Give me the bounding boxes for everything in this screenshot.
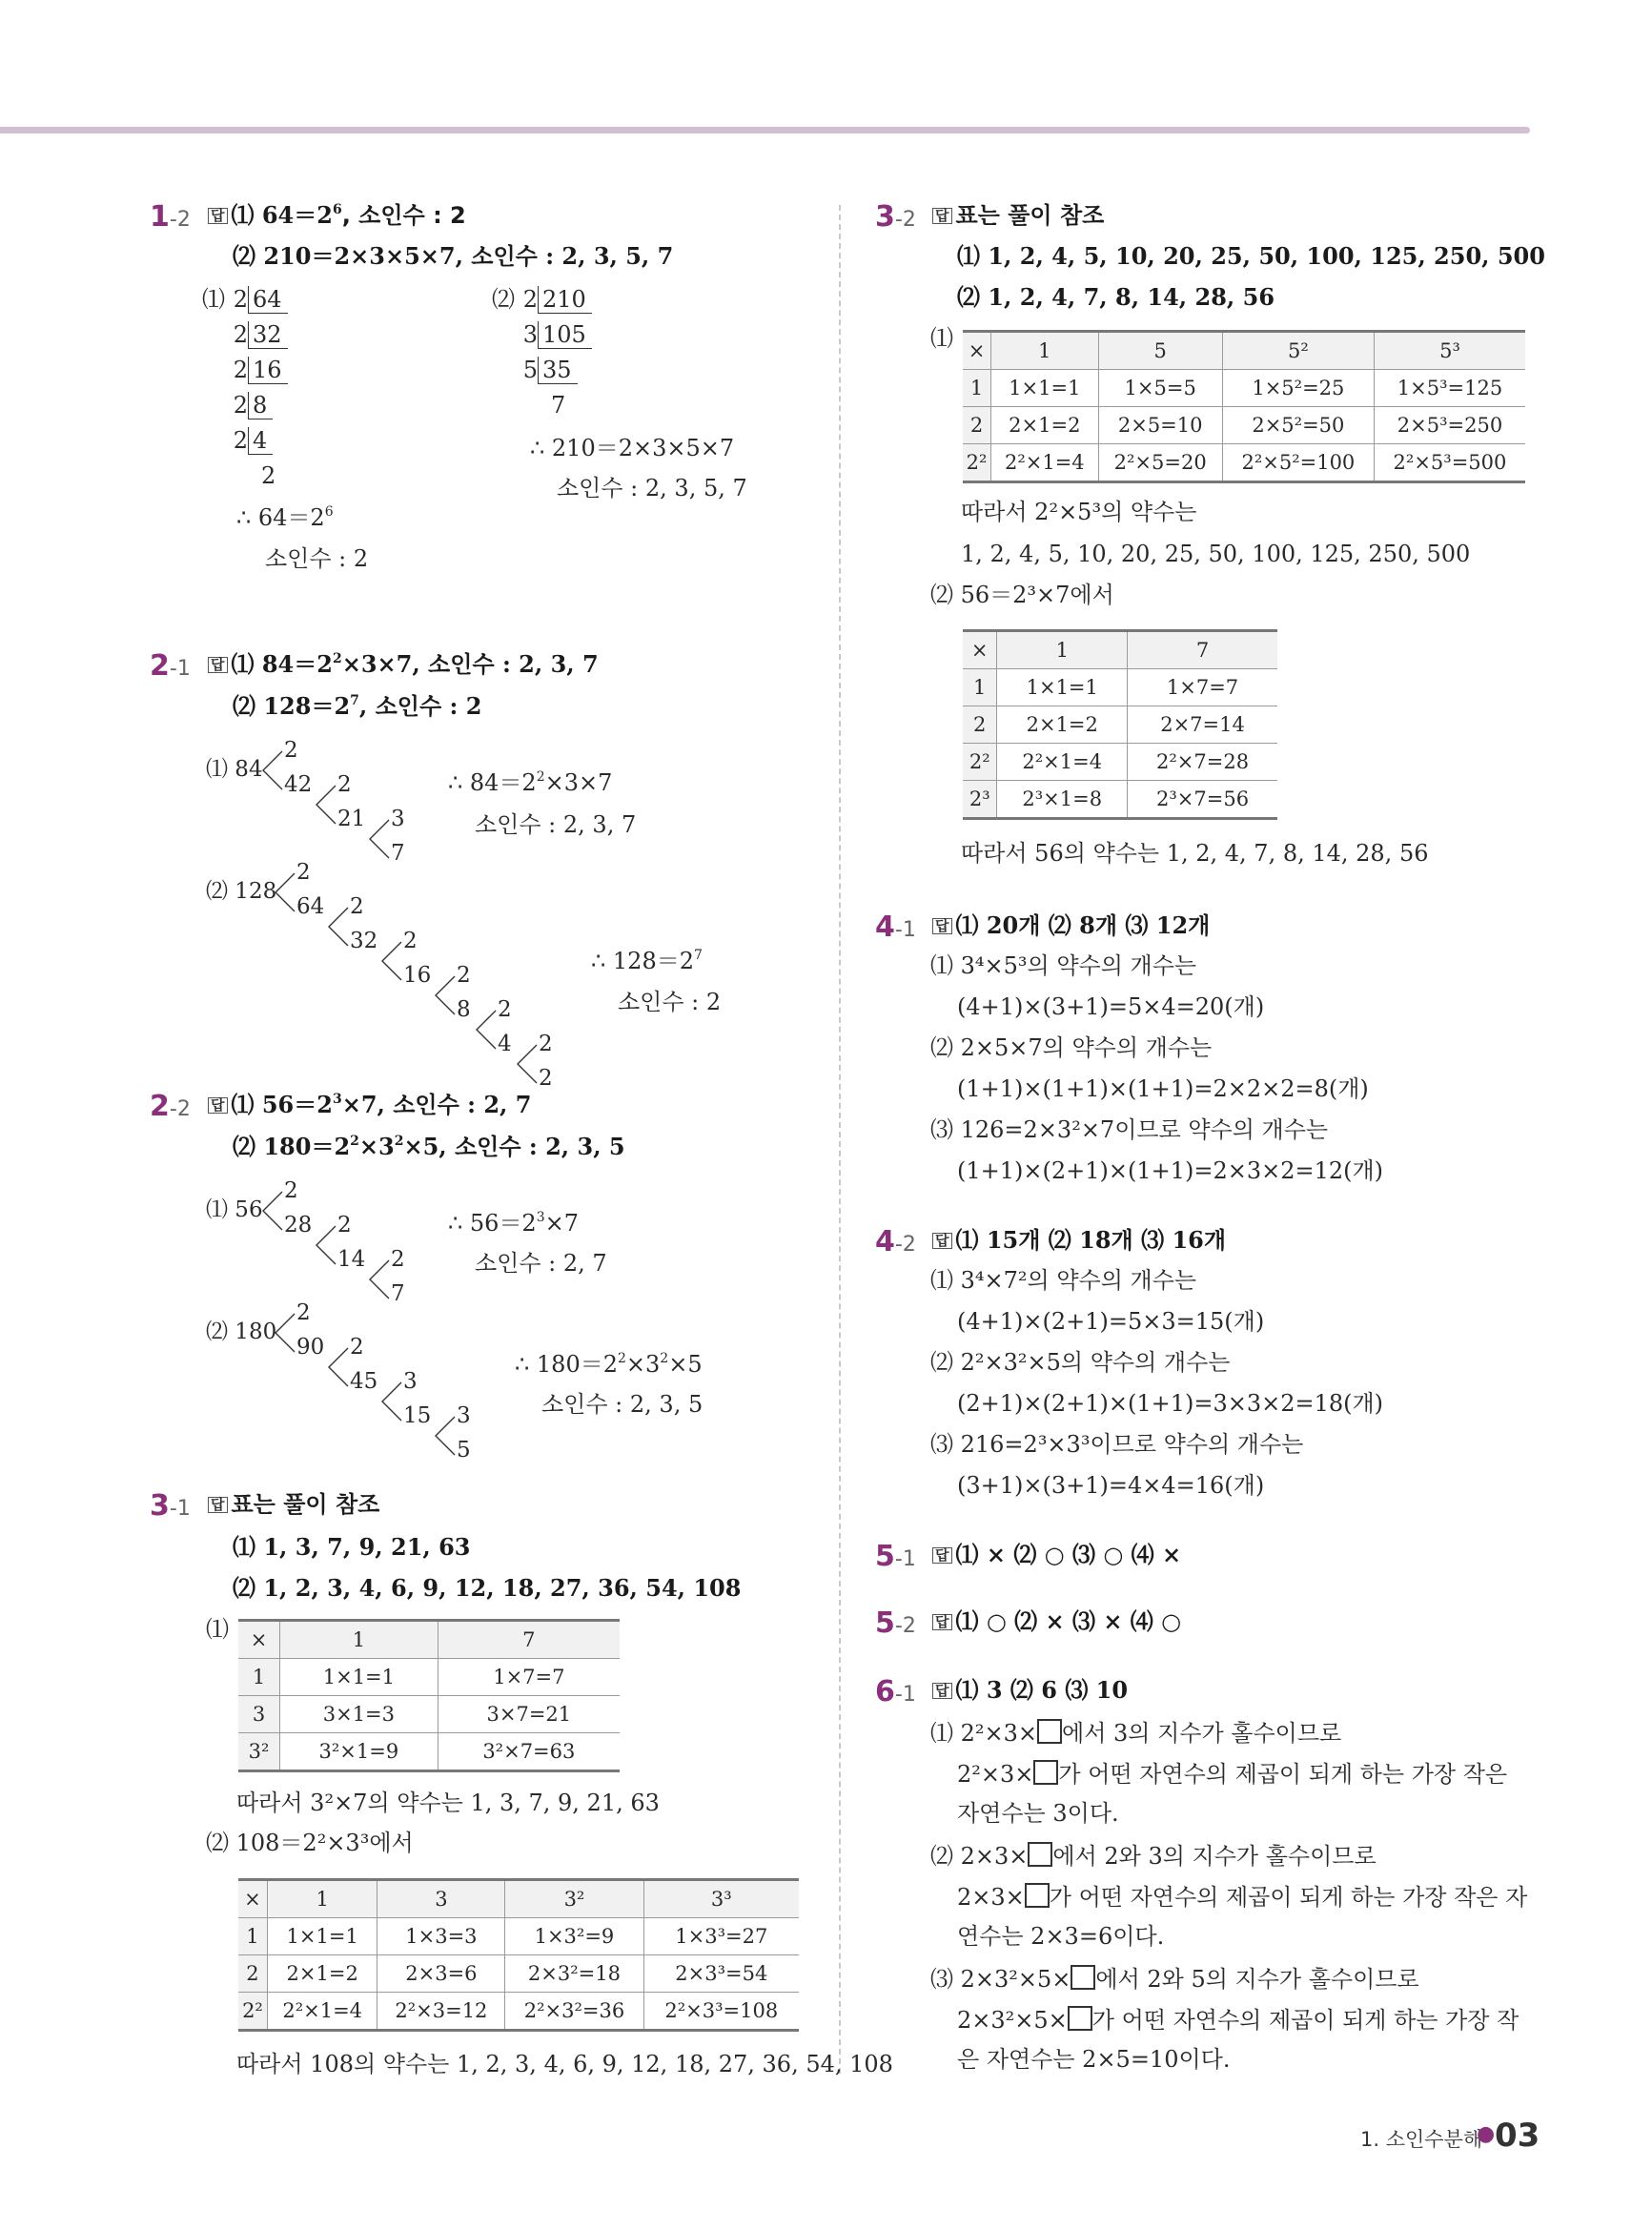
work-4-2-2: (4+1)×(2+1)=5×3=15(개) [957,1308,1265,1335]
blank-box [1025,1883,1050,1908]
problem-number-3-2: 3-2 [875,200,916,234]
table-cell: × [238,1621,280,1659]
branch [261,751,284,789]
table-cell: 2²×1=4 [991,444,1098,482]
branch [475,1011,498,1049]
table-row [963,781,1277,819]
table-cell: 2 [238,1955,267,1993]
table-cell: 2×1=2 [267,1955,377,1993]
prime-factors-180: 소인수 : 2, 3, 5 [541,1391,704,1418]
quotient: 64 [296,894,325,919]
table-cell: 2²×3³=108 [643,1993,799,2031]
table-cell: 2×1=2 [997,706,1128,744]
conclusion-84: ∴ $84=2^2\times 3\times 7$ [448,769,613,796]
prime-factor: 3 [391,807,405,831]
answer-3-1-2: ⑵ 1, 2, 3, 4, 6, 9, 12, 18, 27, 36, 54, 108 [233,1574,742,1602]
table-cell: 1×3²=9 [505,1918,643,1955]
result-3-2-1-list: 1, 2, 4, 5, 10, 20, 25, 50, 100, 125, 250, 500 [961,541,1471,567]
work-6-1-2: 2²×3× 가 어떤 자연수의 제곱이 되게 하는 가장 작은 [957,1761,1508,1788]
factor-tree-56 [206,1176,444,1306]
table-row [963,370,1525,407]
work-4-1-5: ⑶ 126=2×3²×7이므로 약수의 개수는 [930,1116,1329,1143]
branch [327,908,350,946]
step-3-2-2: ⑵ 56＝2³×7에서 [930,582,1114,608]
table-cell: 2²×5=20 [1098,444,1222,482]
problem-number-1-2: 1-2 [150,200,191,234]
work-6-1-8: 2×3²×5× 가 어떤 자연수의 제곱이 되게 하는 가장 작 [957,2007,1519,2034]
answer-2-1-1: 답 ⑴ $84=2^2\times 3\times 7$, 소인수 : 2, 3, 7 [208,652,599,677]
quotient: 14 [337,1247,366,1272]
answer-3-2-1: ⑴ 1, 2, 4, 5, 10, 20, 25, 50, 100, 125, 250, 500 [957,242,1545,270]
division-step [202,282,288,317]
divisor-table-63 [238,1619,620,1772]
quotient: 8 [457,997,471,1022]
work-6-1-7: ⑶ 2×3²×5× 에서 2와 5의 지수가 홀수이므로 [930,1966,1419,1993]
work-4-1-4: (1+1)×(1+1)×(1+1)=2×2×2=8(개) [957,1075,1369,1102]
work-6-1-4: ⑵ 2×3× 에서 2와 3의 지수가 홀수이므로 [930,1843,1377,1870]
table-cell: 1×7=7 [438,1659,620,1696]
table-cell: 1 [997,631,1128,669]
result-3-2-1: 따라서 2²×5³의 약수는 [961,499,1197,525]
table-row [963,669,1277,706]
quotient: 42 [284,772,313,797]
table-cell: 1 [238,1918,267,1955]
quotient: 16 [403,963,432,988]
branch [274,873,296,911]
answer-5-1: 답 ⑴ × ⑵ ○ ⑶ ○ ⑷ × [932,1543,1181,1567]
answer-6-1: 답 ⑴ 3 ⑵ 6 ⑶ 10 [932,1678,1128,1703]
prime-factor: 2 [337,772,352,797]
division-step [496,388,592,423]
division-step [492,282,592,317]
division-step [206,317,288,353]
conclusion-64: ∴ $64=2^6$ [236,504,334,531]
result-3-2-2: 따라서 56의 약수는 1, 2, 4, 7, 8, 14, 28, 56 [961,840,1429,867]
blank-box [1068,2006,1092,2031]
tree-root: ⑵ 180 [206,1320,277,1344]
division-step [496,353,592,388]
table-cell: 1×3=3 [377,1918,505,1955]
work-4-1-1: ⑴ 3⁴×5³의 약수의 개수는 [930,952,1197,979]
table-cell: 2²×3²=36 [505,1993,643,2031]
divisor: 2 [233,286,248,313]
work-4-2-3: ⑵ 2²×3²×5의 약수의 개수는 [930,1349,1231,1376]
quotient: 8 [248,392,273,419]
table-row [238,1993,799,2031]
branch [368,1260,391,1299]
problem-number-6-1: 6-1 [875,1675,916,1708]
quotient: 45 [350,1369,378,1394]
table-row [238,1955,799,1993]
quotient: 21 [337,807,366,831]
table-row [963,407,1525,444]
prime-factor: 2 [403,929,418,953]
branch [315,786,337,824]
quotient: 28 [284,1213,313,1238]
result-3-1-2: 따라서 108의 약수는 1, 2, 3, 4, 6, 9, 12, 18, 27, 36, 54, 108 [236,2051,893,2077]
prime-factors-210: 소인수 : 2, 3, 5, 7 [557,475,747,501]
table-cell: 5 [1098,332,1222,370]
table-row [963,444,1525,482]
divisor: 2 [233,321,248,348]
division-step [496,317,592,353]
table-cell: 2³×7=56 [1128,781,1277,819]
blank-box [1033,1760,1058,1785]
answer-3-1-head: 답 표는 풀이 참조 [208,1492,379,1517]
prime-factors-56: 소인수 : 2, 7 [475,1250,607,1277]
table-cell: 5³ [1374,332,1525,370]
table-row [238,1659,620,1696]
table-row [238,1918,799,1955]
table-cell: 2²×3=12 [377,1993,505,2031]
blank-box [1071,1965,1095,1990]
quotient: 105 [538,321,592,349]
table-cell: 2×1=2 [991,407,1098,444]
quotient: 4 [498,1032,512,1056]
chapter-title: 1. 소인수분해 [1360,2128,1483,2151]
table-cell: 1 [963,669,997,706]
table-cell: 2²×7=28 [1128,744,1277,781]
table-row [963,631,1277,669]
label-3-2-1: ⑴ [930,325,953,352]
table-cell: 7 [438,1621,620,1659]
work-4-2-5: ⑶ 216=2³×3³이므로 약수의 개수는 [930,1431,1304,1458]
problem-number-4-2: 4-2 [875,1225,916,1258]
table-cell: 3×1=3 [280,1696,438,1733]
branch [516,1045,539,1083]
table-cell: × [963,332,991,370]
table-cell: 1 [267,1880,377,1918]
quotient: 32 [350,929,378,953]
result-3-1-1: 따라서 3²×7의 약수는 1, 3, 7, 9, 21, 63 [236,1790,660,1816]
conclusion-56: ∴ $56=2^3\times 7$ [448,1210,580,1237]
table-cell: 1×3³=27 [643,1918,799,1955]
prime-factor: 2 [457,963,471,988]
quotient: 210 [538,286,592,314]
table-row [963,706,1277,744]
table-cell: 1 [280,1621,438,1659]
work-4-1-6: (1+1)×(2+1)×(1+1)=2×3×2=12(개) [957,1157,1384,1184]
table-cell: 1 [238,1659,280,1696]
table-row [238,1733,620,1771]
answer-3-2-2: ⑵ 1, 2, 4, 7, 8, 14, 28, 56 [957,283,1275,311]
top-rule [0,127,1530,133]
prime-factor: 2 [391,1247,405,1272]
division-step [206,459,288,494]
answer-5-2: 답 ⑴ ○ ⑵ × ⑶ × ⑷ ○ [932,1609,1181,1634]
divisor-table-56 [963,629,1277,820]
conclusion-128: ∴ $128=2^7$ [591,948,703,974]
divisor: 3 [522,321,538,348]
answer-3-1-1: ⑴ 1, 3, 7, 9, 21, 63 [233,1533,471,1561]
factor-tree-84 [206,736,444,866]
table-cell: 2×3=6 [377,1955,505,1993]
table-cell: 2×5³=250 [1374,407,1525,444]
table-row [238,1696,620,1733]
table-cell: 3×7=21 [438,1696,620,1733]
table-cell: 2³ [963,781,997,819]
table-cell: 3² [238,1733,280,1771]
table-cell: 1 [991,332,1098,370]
answer-2-1-2: ⑵ $128=2^7$, 소인수 : 2 [233,692,482,720]
prime-factor: 2 [498,997,512,1022]
branch [434,1417,457,1455]
item-label: ⑵ [492,286,515,313]
table-cell: 2²×5³=500 [1374,444,1525,482]
table-cell: 3²×1=9 [280,1733,438,1771]
work-6-1-3: 자연수는 3이다. [957,1800,1119,1827]
prime-factor: 2 [284,1178,298,1203]
branch [261,1192,284,1230]
work-6-1-6: 연수는 2×3=6이다. [957,1923,1165,1950]
problem-number-4-1: 4-1 [875,910,916,944]
quotient: 7 [391,841,405,866]
table-cell: 3 [377,1880,505,1918]
label-3-1-1: ⑴ [206,1616,229,1643]
prime-factor: 3 [403,1369,418,1394]
answer-2-2-1: 답 ⑴ $56=2^3\times 7$, 소인수 : 2, 7 [208,1093,531,1117]
divisor: 2 [233,392,248,419]
prime-factor: 2 [296,1300,311,1325]
table-cell: 3³ [643,1880,799,1918]
prime-factor: 2 [296,860,311,885]
blank-box [1037,1719,1062,1744]
branch [315,1226,337,1264]
prime-factor: 3 [457,1403,471,1428]
table-cell: 7 [1128,631,1277,669]
table-cell: 2²×1=4 [267,1993,377,2031]
prime-factors-64: 소인수 : 2 [265,545,369,572]
quotient: 4 [248,427,273,455]
table-cell: 2² [963,744,997,781]
quotient: 90 [296,1335,325,1360]
quotient: 64 [248,286,288,314]
table-cell: 2²×1=4 [997,744,1128,781]
divisor-table-500 [963,330,1525,483]
footer-bullet: ● [1477,2122,1496,2146]
prime-factor: 2 [350,1335,364,1360]
problem-number-3-1: 3-1 [150,1489,191,1523]
answer-4-1: 답 ⑴ 20개 ⑵ 8개 ⑶ 12개 [932,913,1210,938]
factor-tree-128 [206,858,587,1091]
work-6-1-1: ⑴ 2²×3× 에서 3의 지수가 홀수이므로 [930,1720,1342,1747]
problem-number-5-1: 5-1 [875,1540,916,1573]
branch [380,1382,403,1421]
table-cell: 3 [238,1696,280,1733]
table-row [238,1880,799,1918]
work-4-1-3: ⑵ 2×5×7의 약수의 개수는 [930,1034,1213,1061]
quotient: 5 [457,1438,471,1463]
table-cell: × [963,631,997,669]
table-cell: 1×1=1 [997,669,1128,706]
page-number: 03 [1495,2117,1540,2155]
ladder-division-64 [202,282,288,494]
branch [380,942,403,980]
table-row [238,1621,620,1659]
work-4-2-6: (3+1)×(3+1)=4×4=16(개) [957,1472,1265,1499]
tree-root: ⑵ 128 [206,879,277,904]
branch [274,1314,296,1352]
table-cell: 3² [505,1880,643,1918]
table-row [963,332,1525,370]
work-4-2-4: (2+1)×(2+1)×(1+1)=3×3×2=18(개) [957,1390,1384,1417]
divisor-table-108 [238,1878,799,2032]
table-cell: 2 [963,706,997,744]
table-cell: 5² [1222,332,1374,370]
table-cell: 1×5=5 [1098,370,1222,407]
work-6-1-9: 은 자연수는 2×5=10이다. [957,2046,1231,2073]
divisor: 2 [233,427,248,454]
table-row [963,744,1277,781]
table-cell: 2 [963,407,991,444]
work-6-1-5: 2×3× 가 어떤 자연수의 제곱이 되게 하는 가장 작은 자 [957,1884,1528,1911]
branch [327,1348,350,1386]
item-label: ⑴ [202,286,225,313]
step-3-1-2: ⑵ 108＝2²×3³에서 [206,1830,414,1856]
quotient: 2 [261,462,276,489]
answer-1-2-2: ⑵ 210＝2×3×5×7, 소인수 : 2, 3, 5, 7 [233,242,674,270]
quotient: 35 [538,357,578,384]
branch [434,976,457,1014]
conclusion-210: ∴ 210＝2×3×5×7 [530,435,735,461]
quotient: 7 [551,392,566,419]
table-cell: 1×1=1 [267,1918,377,1955]
blank-box [1028,1842,1052,1867]
table-cell: 2×3²=18 [505,1955,643,1993]
table-cell: 1×7=7 [1128,669,1277,706]
table-cell: 2² [238,1993,267,2031]
table-cell: 2×5²=50 [1222,407,1374,444]
quotient: 15 [403,1403,432,1428]
prime-factors-84: 소인수 : 2, 3, 7 [475,811,637,838]
table-cell: 2×7=14 [1128,706,1277,744]
table-cell: 3²×7=63 [438,1733,620,1771]
tree-root: ⑴ 56 [206,1197,263,1222]
conclusion-180: ∴ $180=2^2\times 3^2\times 5$ [515,1351,703,1378]
table-cell: 2×5=10 [1098,407,1222,444]
table-cell: 2³×1=8 [997,781,1128,819]
work-4-2-1: ⑴ 3⁴×7²의 약수의 개수는 [930,1267,1197,1294]
table-cell: × [238,1880,267,1918]
ladder-division-210 [492,282,592,423]
divisor: 2 [233,357,248,383]
division-step [206,388,288,423]
prime-factor: 2 [284,738,298,763]
table-cell: 1 [963,370,991,407]
prime-factors-128: 소인수 : 2 [618,989,722,1015]
quotient: 32 [248,321,288,349]
problem-number-5-2: 5-2 [875,1606,916,1640]
problem-number-2-1: 2-1 [150,649,191,683]
quotient: 2 [539,1066,553,1091]
answer-4-2: 답 ⑴ 15개 ⑵ 18개 ⑶ 16개 [932,1228,1226,1253]
answer-1-2-1: 답 ⑴ $64=2^6$, 소인수 : 2 [208,203,466,228]
division-step [206,423,288,459]
answer-2-2-2: ⑵ $180=2^2\times 3^2\times 5$, 소인수 : 2, 3, 5 [233,1133,625,1160]
quotient: 7 [391,1281,405,1306]
table-cell: 2×3³=54 [643,1955,799,1993]
quotient: 16 [248,357,288,384]
column-divider [839,205,841,2074]
branch [368,820,391,858]
table-cell: 1×1=1 [991,370,1098,407]
prime-factor: 2 [350,894,364,919]
prime-factor: 2 [539,1032,553,1056]
answer-mark: 답 [208,208,228,224]
work-4-1-2: (4+1)×(3+1)=5×4=20(개) [957,993,1265,1020]
table-cell: 1×5²=25 [1222,370,1374,407]
division-step [206,353,288,388]
table-cell: 1×1=1 [280,1659,438,1696]
table-cell: 2²×5²=100 [1222,444,1374,482]
factor-tree-180 [206,1299,492,1463]
table-cell: 2² [963,444,991,482]
tree-root: ⑴ 84 [206,757,263,782]
answer-3-2-head: 답 표는 풀이 참조 [932,203,1104,228]
prime-factor: 2 [337,1213,352,1238]
divisor: 5 [522,357,538,383]
table-cell: 1×5³=125 [1374,370,1525,407]
problem-number-2-2: 2-2 [150,1090,191,1123]
divisor: 2 [522,286,538,313]
